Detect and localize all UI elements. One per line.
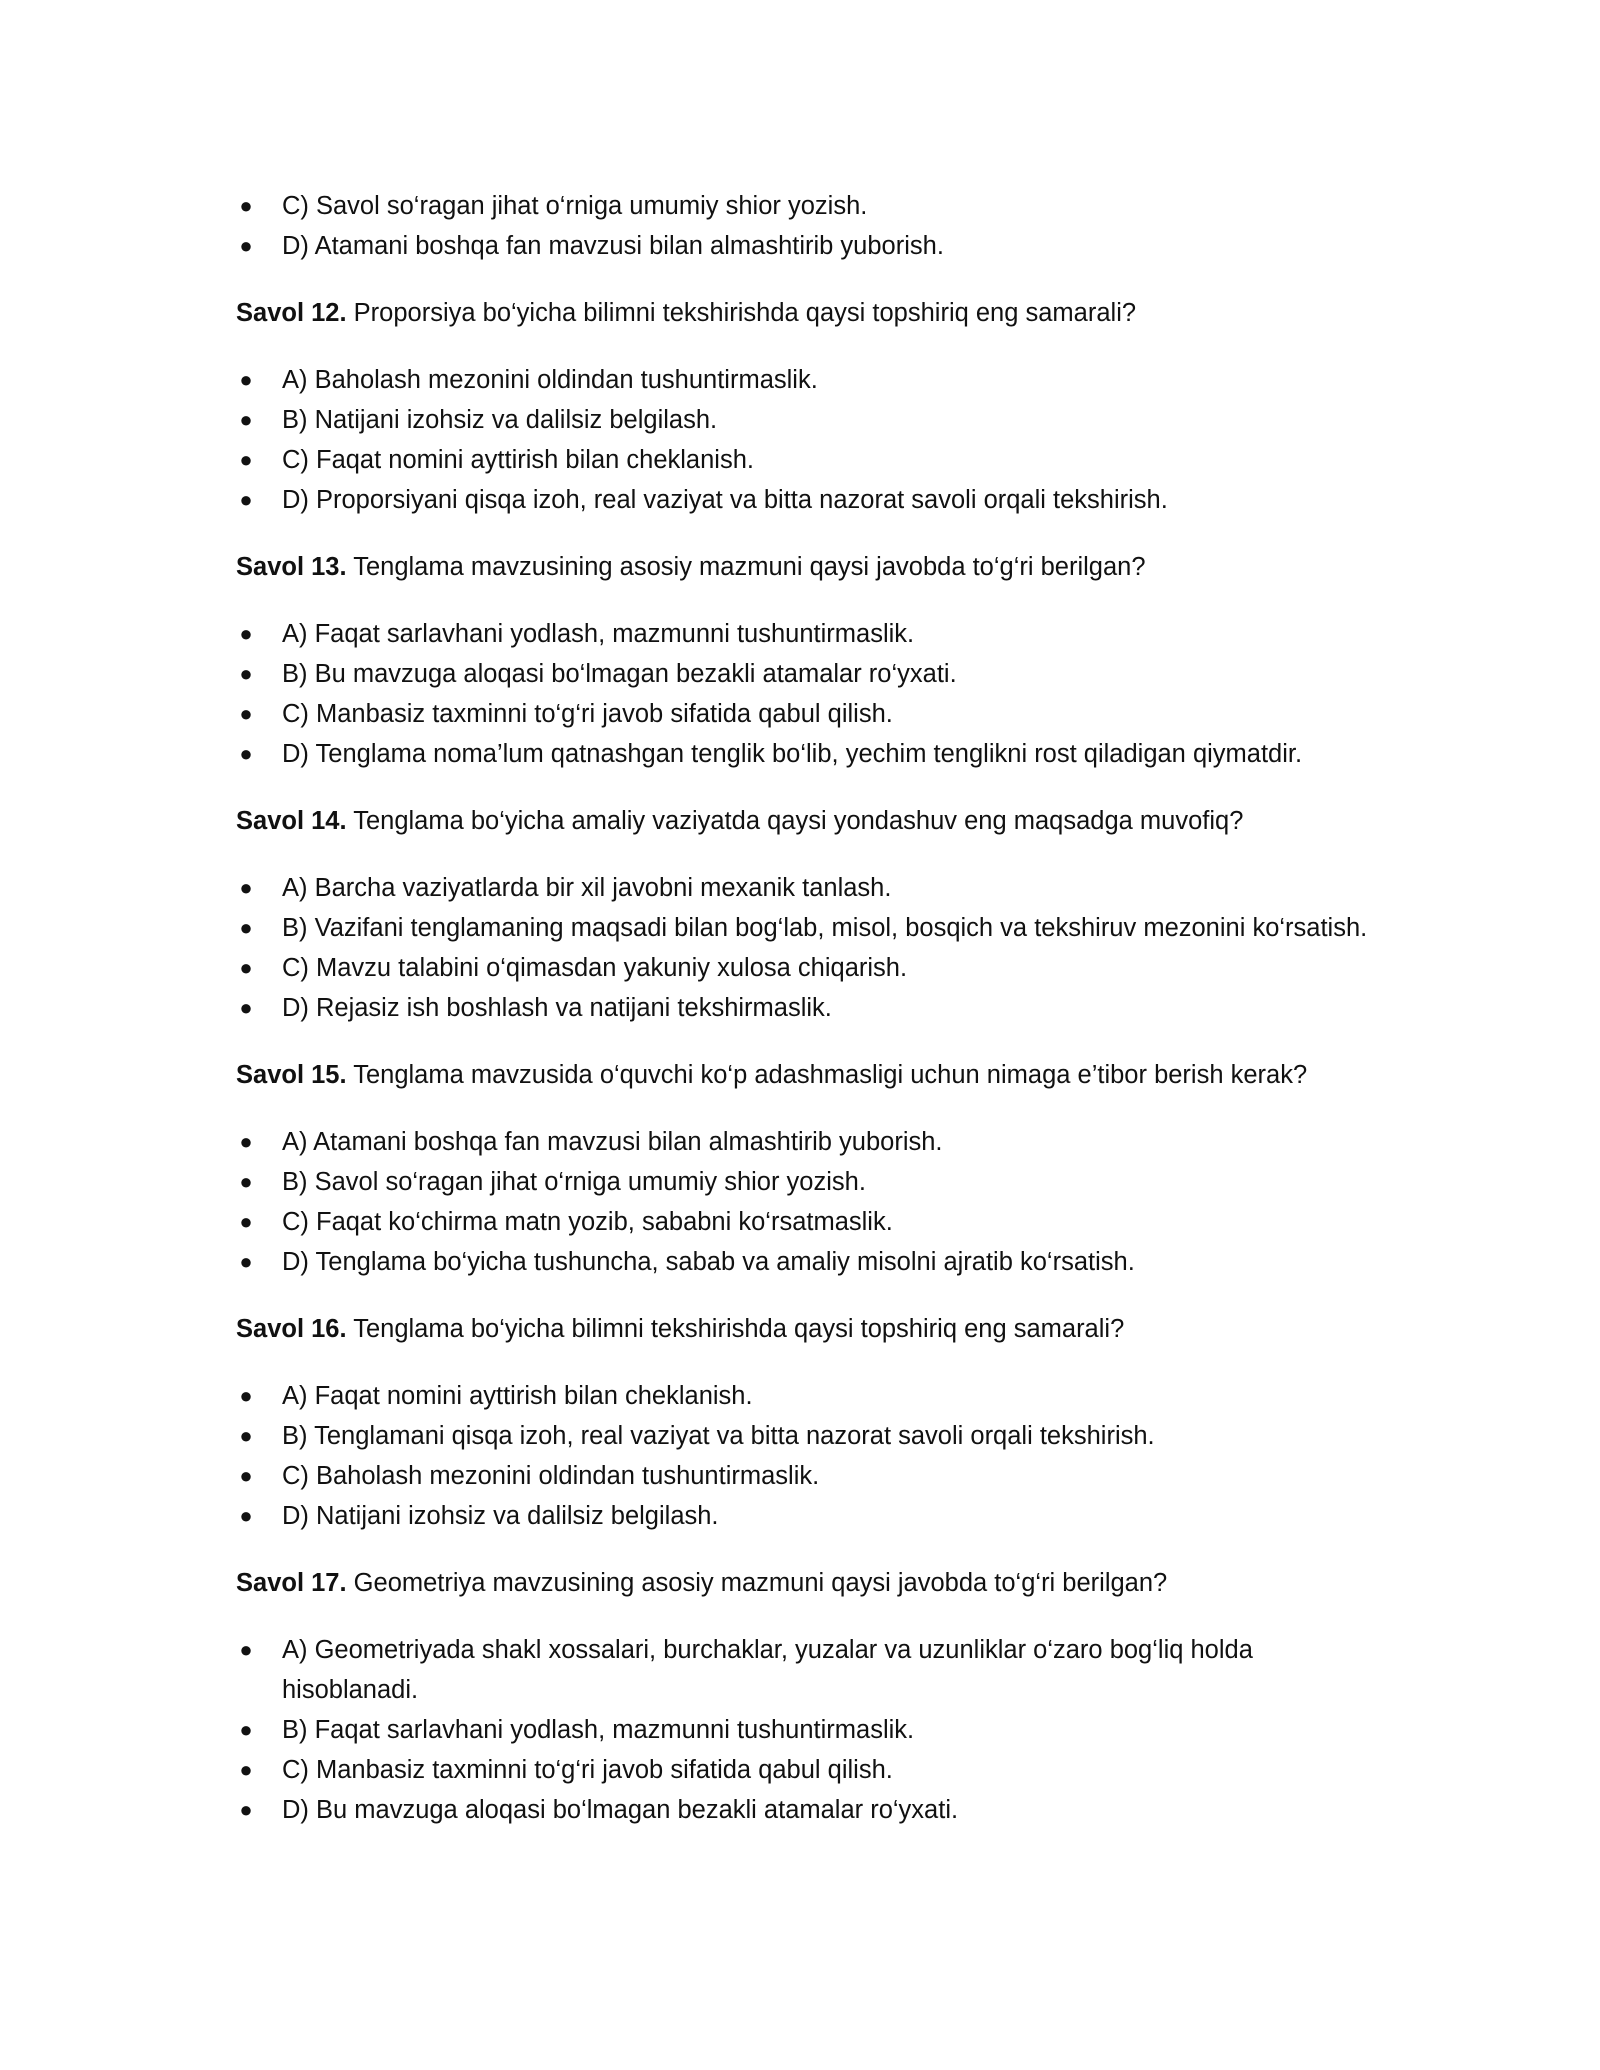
- answer-text: A) Atamani boshqa fan mavzusi bilan almashtirib yuborish.: [282, 1128, 943, 1156]
- question-label: Savol 14.: [236, 807, 347, 835]
- bullet-icon: ●: [239, 447, 253, 472]
- answer-list: [236, 360, 1376, 520]
- answer-list: [236, 868, 1376, 1028]
- answer-item: [236, 360, 1376, 400]
- answer-list: [236, 186, 1376, 266]
- answer-item: [236, 1202, 1376, 1242]
- answer-text: A) Faqat nomini ayttirish bilan cheklanish.: [282, 1382, 753, 1410]
- answer-item: [236, 948, 1376, 988]
- answer-text: B) Faqat sarlavhani yodlash, mazmunni tushuntirmaslik.: [282, 1716, 915, 1744]
- bullet-icon: ●: [239, 661, 253, 686]
- answer-text: C) Savol so‘ragan jihat o‘rniga umumiy shior yozish.: [282, 192, 868, 220]
- answer-item: [236, 480, 1376, 520]
- answer-text: D) Tenglama noma’lum qatnashgan tenglik bo‘lib, yechim tenglikni rost qiladigan qiymatdir.: [282, 740, 1303, 768]
- bullet-icon: ●: [239, 407, 253, 432]
- answer-item: [236, 1710, 1376, 1750]
- question-12: [236, 293, 1376, 333]
- document-content: [236, 186, 1376, 1830]
- bullet-icon: ●: [239, 1169, 253, 1194]
- question-label: Savol 16.: [236, 1315, 347, 1343]
- question-label: Savol 13.: [236, 553, 347, 581]
- bullet-icon: ●: [239, 1717, 253, 1742]
- question-label: Savol 15.: [236, 1061, 347, 1089]
- answer-text: B) Natijani izohsiz va dalilsiz belgilash.: [282, 406, 718, 434]
- bullet-icon: ●: [239, 487, 253, 512]
- answer-item: [236, 440, 1376, 480]
- bullet-icon: ●: [239, 741, 253, 766]
- answer-item: [236, 868, 1376, 908]
- answer-item: [236, 400, 1376, 440]
- answer-text: C) Faqat ko‘chirma matn yozib, sababni ko‘rsatmaslik.: [282, 1208, 893, 1236]
- answer-item: [236, 186, 1376, 226]
- question-16: [236, 1309, 1376, 1349]
- answer-list: [236, 1630, 1376, 1830]
- bullet-icon: ●: [239, 995, 253, 1020]
- answer-item: [236, 1496, 1376, 1536]
- answer-item: [236, 988, 1376, 1028]
- answer-item: [236, 1456, 1376, 1496]
- answer-item: [236, 1242, 1376, 1282]
- answer-text: C) Faqat nomini ayttirish bilan cheklanish.: [282, 446, 754, 474]
- bullet-icon: ●: [239, 1757, 253, 1782]
- answer-item: [236, 1122, 1376, 1162]
- bullet-icon: ●: [239, 1637, 253, 1662]
- question-text: Geometriya mavzusining asosiy mazmuni qaysi javobda to‘g‘ri berilgan?: [353, 1569, 1168, 1597]
- answer-text: A) Faqat sarlavhani yodlash, mazmunni tushuntirmaslik.: [282, 620, 915, 648]
- question-text: Tenglama mavzusining asosiy mazmuni qaysi javobda to‘g‘ri berilgan?: [353, 553, 1146, 581]
- answer-list: [236, 1122, 1376, 1282]
- answer-list: [236, 1376, 1376, 1536]
- answer-text: C) Manbasiz taxminni to‘g‘ri javob sifatida qabul qilish.: [282, 700, 893, 728]
- question-text: Proporsiya bo‘yicha bilimni tekshirishda qaysi topshiriq eng samarali?: [353, 299, 1137, 327]
- bullet-icon: ●: [239, 1383, 253, 1408]
- answer-text: D) Atamani boshqa fan mavzusi bilan almashtirib yuborish.: [282, 232, 944, 260]
- answer-text: D) Tenglama bo‘yicha tushuncha, sabab va amaliy misolni ajratib ko‘rsatish.: [282, 1248, 1135, 1276]
- answer-item: [236, 908, 1376, 948]
- answer-text: A) Barcha vaziyatlarda bir xil javobni mexanik tanlash.: [282, 874, 892, 902]
- bullet-icon: ●: [239, 1797, 253, 1822]
- answer-text: D) Rejasiz ish boshlash va natijani tekshirmaslik.: [282, 994, 832, 1022]
- bullet-icon: ●: [239, 1129, 253, 1154]
- bullet-icon: ●: [239, 955, 253, 980]
- bullet-icon: ●: [239, 701, 253, 726]
- bullet-icon: ●: [239, 621, 253, 646]
- answer-text: A) Baholash mezonini oldindan tushuntirmaslik.: [282, 366, 818, 394]
- question-text: Tenglama bo‘yicha amaliy vaziyatda qaysi yondashuv eng maqsadga muvofiq?: [353, 807, 1244, 835]
- answer-list: [236, 614, 1376, 774]
- answer-text: D) Bu mavzuga aloqasi bo‘lmagan bezakli atamalar ro‘yxati.: [282, 1796, 959, 1824]
- bullet-icon: ●: [239, 1503, 253, 1528]
- answer-text: A) Geometriyada shakl xossalari, burchaklar, yuzalar va uzunliklar o‘zaro bog‘liq holda hisoblanadi.: [282, 1636, 1253, 1704]
- answer-text: D) Natijani izohsiz va dalilsiz belgilash.: [282, 1502, 719, 1530]
- answer-text: D) Proporsiyani qisqa izoh, real vaziyat va bitta nazorat savoli orqali tekshirish.: [282, 486, 1168, 514]
- bullet-icon: ●: [239, 233, 253, 258]
- answer-item: [236, 614, 1376, 654]
- answer-text: B) Bu mavzuga aloqasi bo‘lmagan bezakli atamalar ro‘yxati.: [282, 660, 957, 688]
- answer-item: [236, 226, 1376, 266]
- answer-text: C) Mavzu talabini o‘qimasdan yakuniy xulosa chiqarish.: [282, 954, 908, 982]
- question-label: Savol 17.: [236, 1569, 347, 1597]
- answer-text: B) Savol so‘ragan jihat o‘rniga umumiy shior yozish.: [282, 1168, 866, 1196]
- question-13: [236, 547, 1376, 587]
- answer-item: [236, 694, 1376, 734]
- question-text: Tenglama mavzusida o‘quvchi ko‘p adashmasligi uchun nimaga e’tibor berish kerak?: [353, 1061, 1308, 1089]
- answer-text: B) Tenglamani qisqa izoh, real vaziyat va bitta nazorat savoli orqali tekshirish.: [282, 1422, 1155, 1450]
- answer-item: [236, 1750, 1376, 1790]
- question-15: [236, 1055, 1376, 1095]
- bullet-icon: ●: [239, 1463, 253, 1488]
- bullet-icon: ●: [239, 875, 253, 900]
- question-text: Tenglama bo‘yicha bilimni tekshirishda qaysi topshiriq eng samarali?: [353, 1315, 1125, 1343]
- bullet-icon: ●: [239, 1423, 253, 1448]
- question-14: [236, 801, 1376, 841]
- answer-item: [236, 1630, 1376, 1710]
- answer-text: C) Manbasiz taxminni to‘g‘ri javob sifatida qabul qilish.: [282, 1756, 893, 1784]
- answer-text: C) Baholash mezonini oldindan tushuntirmaslik.: [282, 1462, 820, 1490]
- question-17: [236, 1563, 1376, 1603]
- question-label: Savol 12.: [236, 299, 347, 327]
- bullet-icon: ●: [239, 1249, 253, 1274]
- answer-item: [236, 1416, 1376, 1456]
- bullet-icon: ●: [239, 915, 253, 940]
- answer-item: [236, 734, 1376, 774]
- answer-item: [236, 1790, 1376, 1830]
- bullet-icon: ●: [239, 193, 253, 218]
- answer-item: [236, 1376, 1376, 1416]
- answer-item: [236, 1162, 1376, 1202]
- answer-item: [236, 654, 1376, 694]
- bullet-icon: ●: [239, 367, 253, 392]
- bullet-icon: ●: [239, 1209, 253, 1234]
- answer-text: B) Vazifani tenglamaning maqsadi bilan bog‘lab, misol, bosqich va tekshiruv mezonini ko‘rsatish.: [282, 914, 1368, 942]
